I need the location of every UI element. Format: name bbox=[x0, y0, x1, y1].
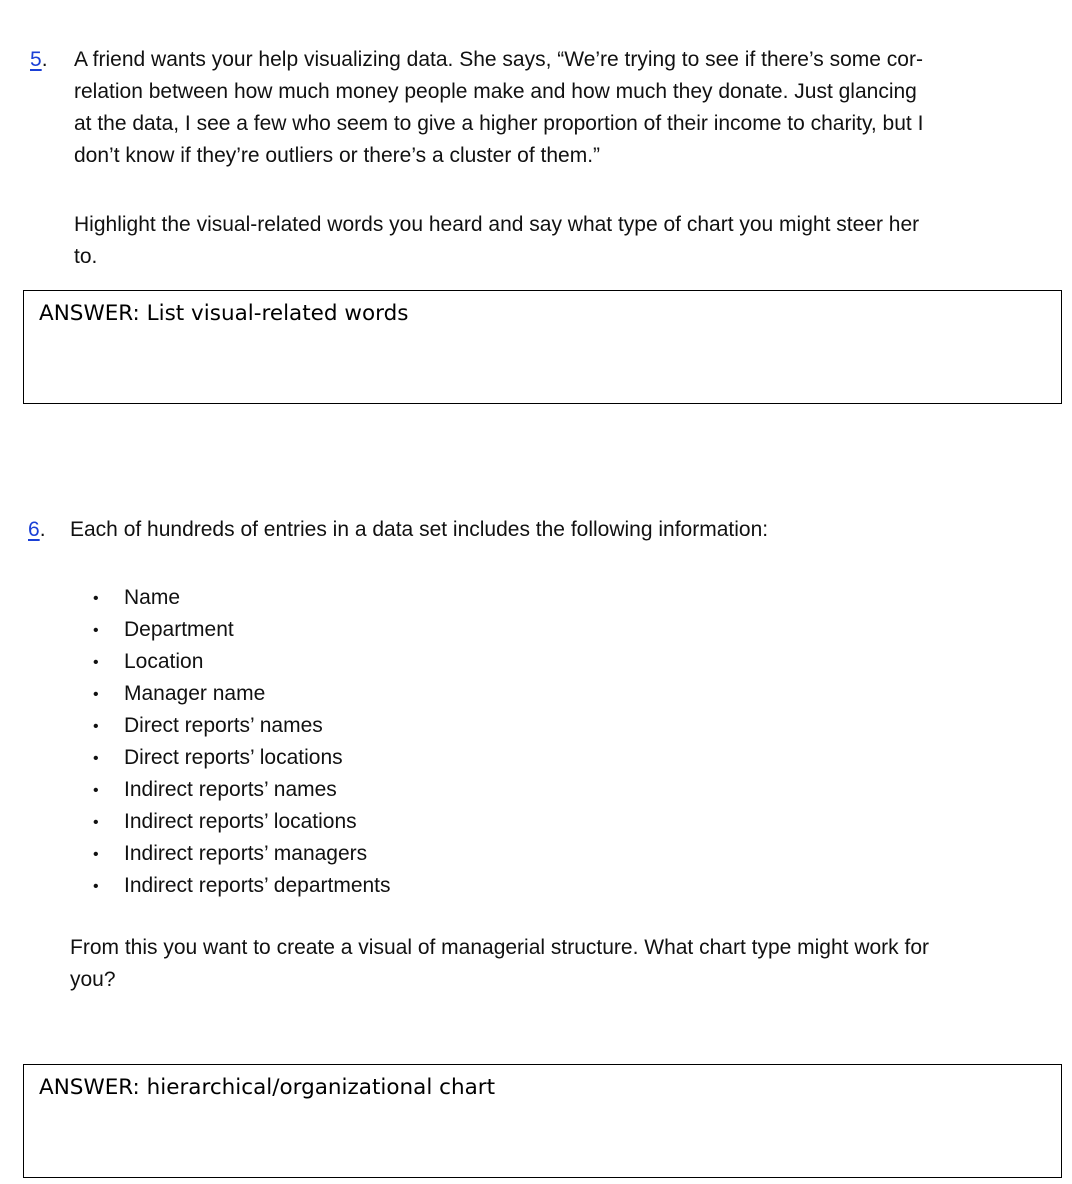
list-item-label: Direct reports’ names bbox=[124, 714, 323, 737]
question-5-line: at the data, I see a few who seem to give a higher proportion of their income to charity, but I bbox=[74, 112, 924, 135]
question-5-answer-box[interactable] bbox=[23, 290, 1062, 404]
list-item-label: Location bbox=[124, 650, 204, 673]
question-6-intro: Each of hundreds of entries in a data set includes the following information: bbox=[70, 518, 769, 541]
question-6-answer-text[interactable]: ANSWER: hierarchical/organizational chart bbox=[39, 1075, 496, 1100]
bullet-icon: • bbox=[93, 654, 99, 671]
list-item bbox=[0, 678, 391, 710]
question-5-number[interactable] bbox=[30, 44, 48, 76]
bullet-icon: • bbox=[93, 686, 99, 703]
question-6-prompt bbox=[70, 932, 929, 996]
bullet-icon: • bbox=[93, 878, 99, 895]
question-5-prompt-line: to. bbox=[74, 245, 98, 268]
bullet-icon: • bbox=[93, 782, 99, 799]
list-item-label: Indirect reports’ managers bbox=[124, 842, 368, 865]
question-6-number-link[interactable]: 6 bbox=[28, 518, 40, 541]
question-5-number-dot: . bbox=[41, 48, 48, 71]
list-item bbox=[0, 742, 391, 774]
list-item bbox=[0, 838, 391, 870]
list-item bbox=[0, 774, 391, 806]
question-6-prompt-line: you? bbox=[70, 968, 116, 991]
bullet-icon: • bbox=[93, 590, 99, 607]
bullet-icon: • bbox=[93, 846, 99, 863]
question-5-number-link[interactable]: 5 bbox=[30, 48, 42, 71]
question-5-answer-text[interactable]: ANSWER: List visual-related words bbox=[39, 301, 409, 326]
bullet-icon: • bbox=[93, 622, 99, 639]
question-5-line: A friend wants your help visualizing data. She says, “We’re trying to see if there’s some cor- bbox=[74, 48, 923, 71]
list-item-label: Indirect reports’ locations bbox=[124, 810, 357, 833]
bullet-icon: • bbox=[93, 718, 99, 735]
question-5-line: relation between how much money people make and how much they donate. Just glancing bbox=[74, 80, 917, 103]
question-6-prompt-line: From this you want to create a visual of managerial structure. What chart type might work for bbox=[70, 936, 930, 959]
list-item-label: Manager name bbox=[124, 682, 266, 705]
list-item-label: Department bbox=[124, 618, 234, 641]
question-6-number-dot: . bbox=[39, 518, 46, 541]
question-5-line: don’t know if they’re outliers or there’s a cluster of them.” bbox=[74, 144, 601, 167]
question-6-answer-box[interactable] bbox=[23, 1064, 1062, 1178]
question-5-prompt bbox=[74, 209, 919, 273]
list-item-label: Name bbox=[124, 586, 181, 609]
question-5-prompt-line: Highlight the visual-related words you heard and say what type of chart you might steer her bbox=[74, 213, 920, 236]
question-6-info-list bbox=[0, 582, 391, 902]
list-item bbox=[0, 710, 391, 742]
list-item-label: Indirect reports’ departments bbox=[124, 874, 391, 897]
list-item-label: Direct reports’ locations bbox=[124, 746, 343, 769]
question-6-number[interactable] bbox=[28, 514, 46, 546]
question-5-text bbox=[74, 44, 923, 172]
list-item bbox=[0, 806, 391, 838]
bullet-icon: • bbox=[93, 814, 99, 831]
list-item bbox=[0, 614, 391, 646]
bullet-icon: • bbox=[93, 750, 99, 767]
list-item-label: Indirect reports’ names bbox=[124, 778, 337, 801]
list-item bbox=[0, 646, 391, 678]
list-item bbox=[0, 870, 391, 902]
list-item bbox=[0, 582, 391, 614]
